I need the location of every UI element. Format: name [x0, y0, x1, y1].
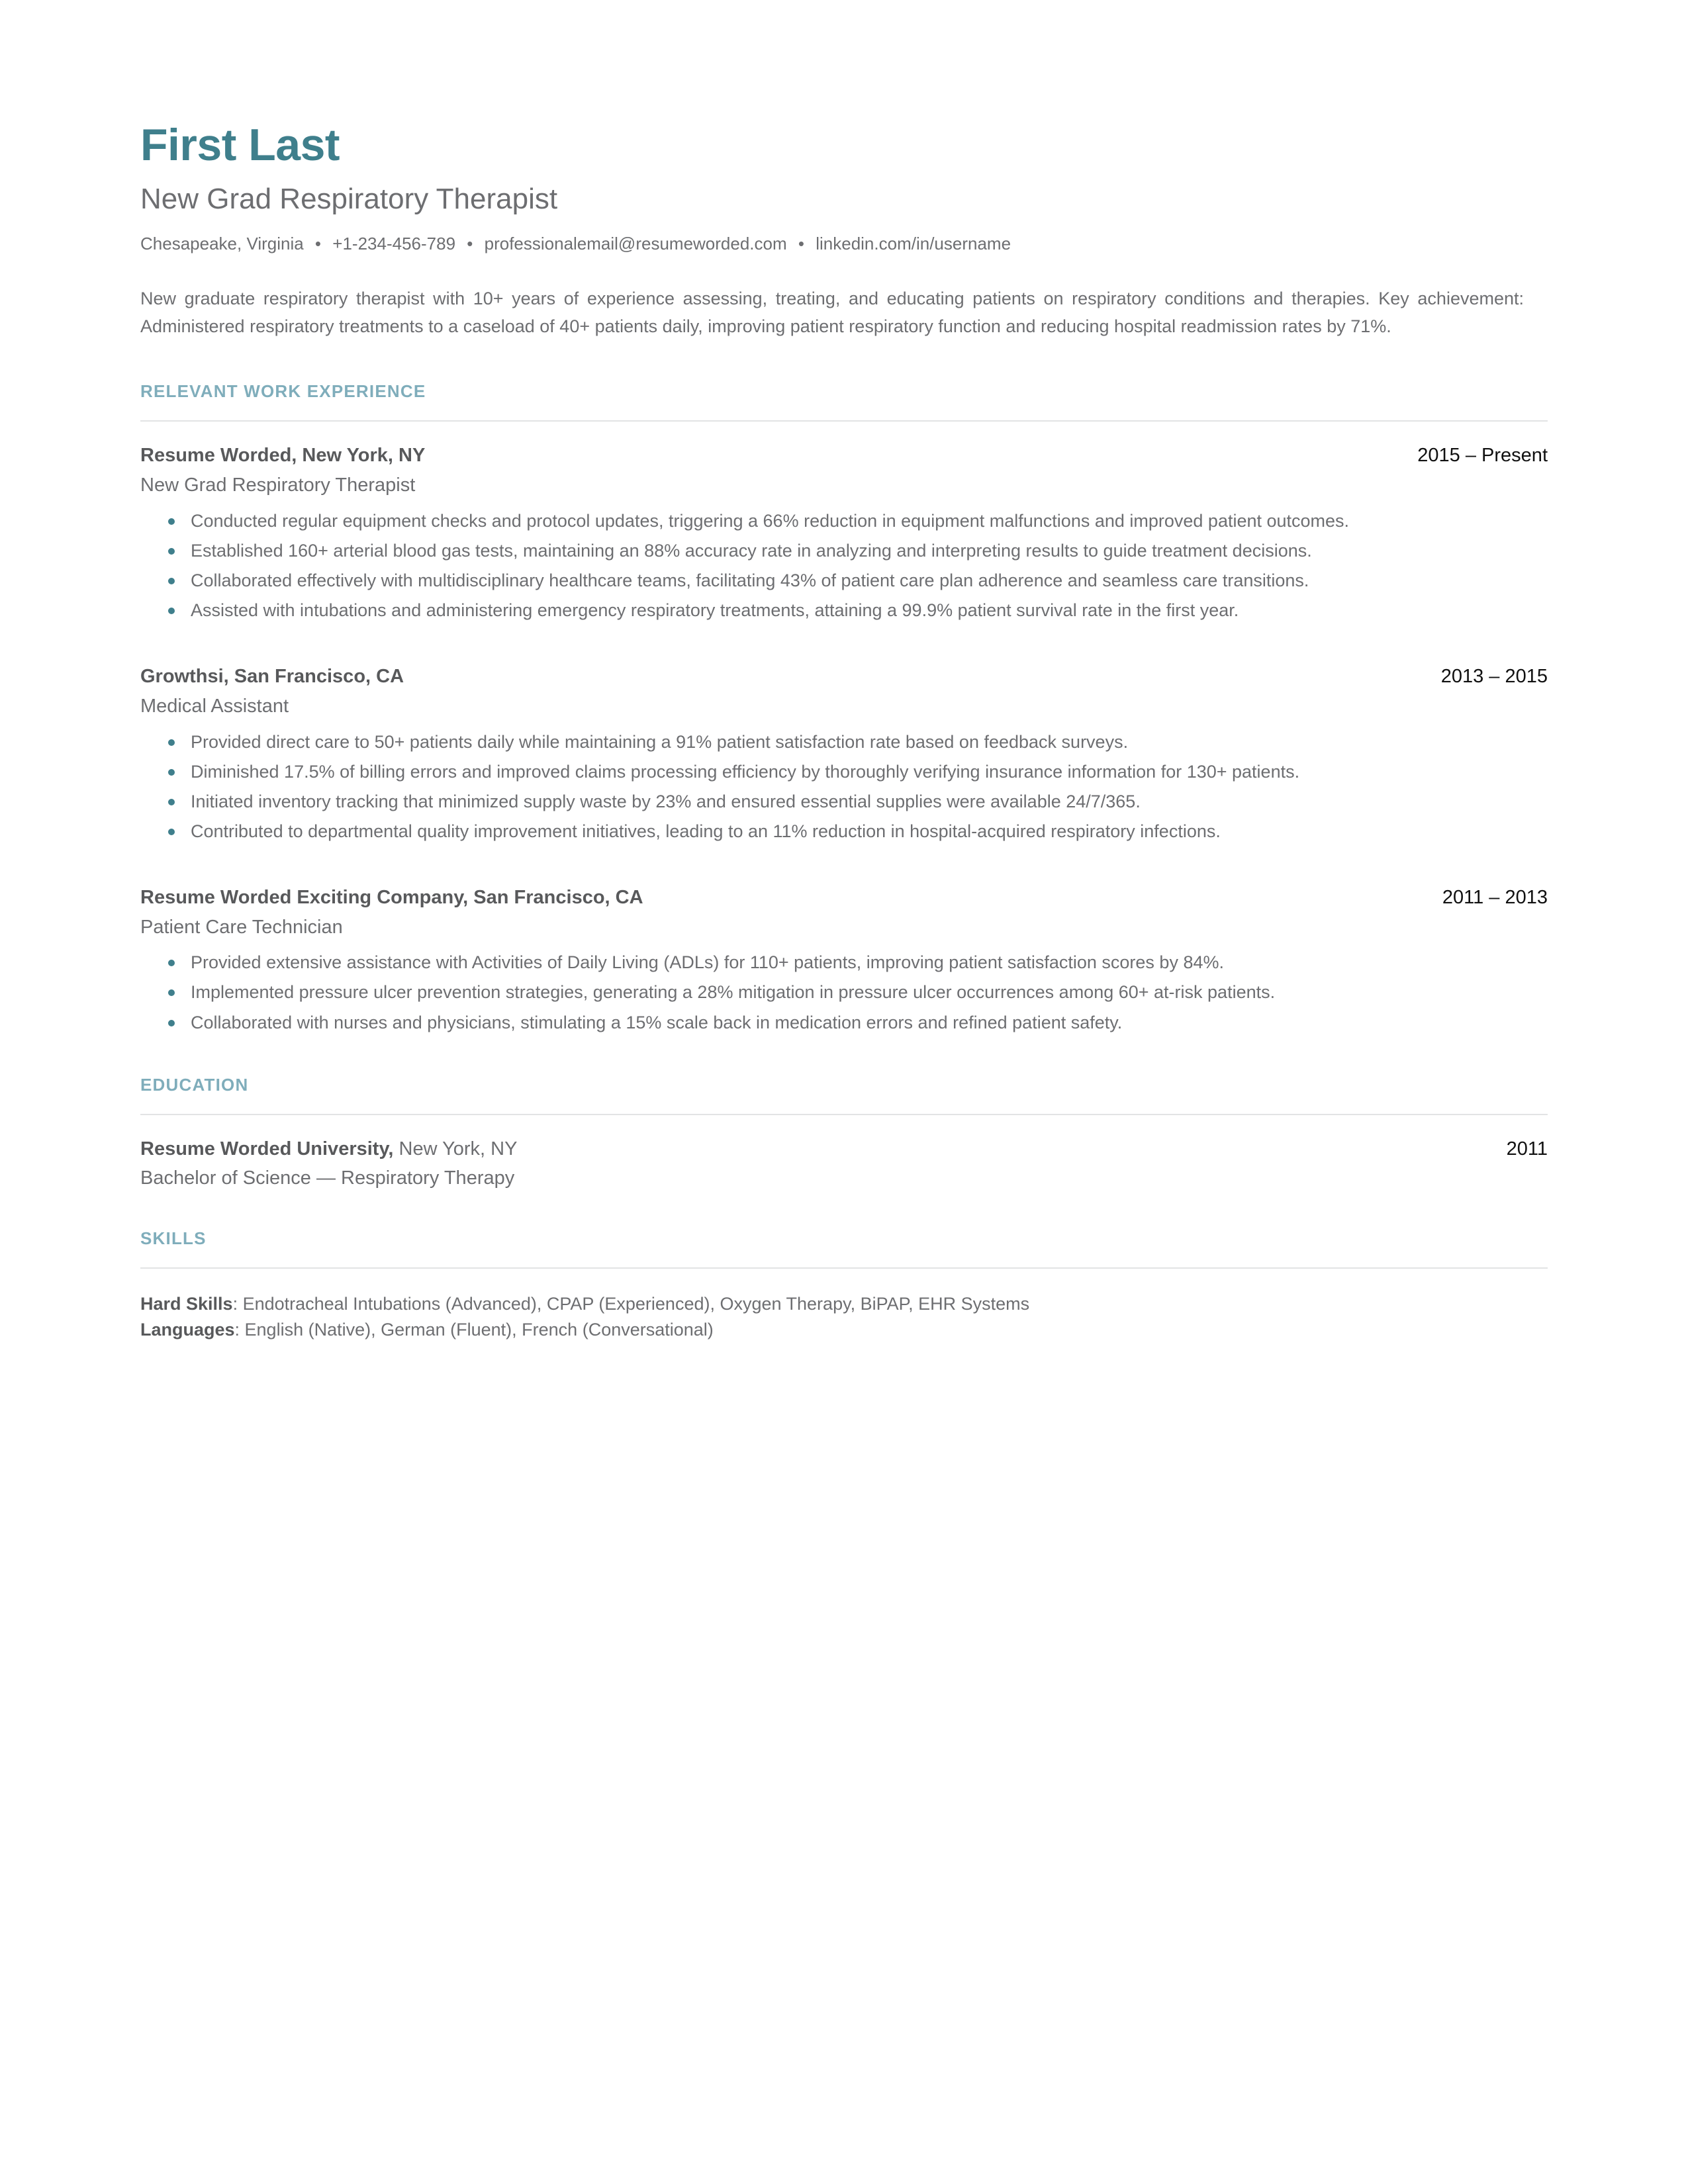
bullet-dot-icon	[168, 548, 175, 555]
experience-bullet	[140, 1009, 1521, 1036]
experience-bullet-list	[140, 729, 1548, 845]
experience-bullet	[140, 508, 1521, 535]
experience-entry	[140, 665, 1548, 845]
bullet-dot-icon	[168, 739, 175, 746]
section-divider	[140, 420, 1548, 422]
experience-bullet	[140, 537, 1521, 565]
bullet-dot-icon	[168, 960, 175, 966]
experience-role: New Grad Respiratory Therapist	[140, 475, 416, 496]
experience-bullet	[140, 818, 1521, 845]
experience-bullet	[140, 758, 1521, 786]
section-heading-skills: SKILLS	[140, 1228, 207, 1249]
candidate-name: First Last	[140, 120, 340, 170]
bullet-dot-icon	[168, 799, 175, 805]
bullet-text: Contributed to departmental quality improvement initiatives, leading to an 11% reduction in hospital-acquired respiratory infections.	[191, 821, 1221, 841]
bullet-dot-icon	[168, 769, 175, 776]
experience-dates: 2015 – Present	[1417, 445, 1548, 467]
education-section	[140, 1075, 1548, 1191]
bullet-dot-icon	[168, 608, 175, 614]
contact-phone[interactable]: +1-234-456-789	[332, 234, 456, 253]
experience-bullet	[140, 597, 1521, 624]
professional-summary: New graduate respiratory therapist with 10+ years of experience assessing, treating, and educating patients on respiratory conditions and therapies. Key achievement: Administered respiratory treatments to a caseload of 40+ patients daily, improving patient respiratory function and reducing hospital readmission rates by 71%.	[140, 289, 1524, 337]
experience-role: Patient Care Technician	[140, 916, 343, 938]
contact-separator-icon: •	[467, 234, 473, 253]
experience-entry-header	[140, 886, 1548, 909]
education-year: 2011	[1506, 1138, 1548, 1160]
bullet-dot-icon	[168, 829, 175, 835]
skills-hard-skills-value: : Endotracheal Intubations (Advanced), CPAP (Experienced), Oxygen Therapy, BiPAP, EHR Systems	[232, 1294, 1030, 1314]
bullet-text: Established 160+ arterial blood gas tests, maintaining an 88% accuracy rate in analyzing and interpreting results to guide treatment decisions.	[191, 541, 1312, 561]
experience-section	[140, 381, 1548, 1036]
bullet-text: Collaborated with nurses and physicians, stimulating a 15% scale back in medication errors and refined patient safety.	[191, 1012, 1123, 1032]
contact-line	[140, 234, 1548, 254]
bullet-text: Collaborated effectively with multidisciplinary healthcare teams, facilitating 43% of patient care plan adherence and seamless care transitions.	[191, 570, 1309, 591]
education-school-name: Resume Worded University,	[140, 1138, 394, 1160]
experience-entry	[140, 444, 1548, 624]
experience-entry-header	[140, 665, 1548, 688]
experience-bullet-list	[140, 508, 1548, 624]
resume-header	[140, 122, 1548, 340]
experience-bullet	[140, 729, 1521, 756]
experience-bullet	[140, 567, 1521, 594]
section-heading-education: EDUCATION	[140, 1074, 249, 1095]
bullet-text: Assisted with intubations and administering emergency respiratory treatments, attaining a 99.9% patient survival rate in the first year.	[191, 600, 1239, 621]
skills-hard-skills-label: Hard Skills	[140, 1294, 233, 1314]
skills-languages-line	[140, 1317, 1548, 1343]
contact-email[interactable]: professionalemail@resumeworded.com	[484, 234, 787, 253]
experience-dates: 2011 – 2013	[1442, 886, 1548, 908]
bullet-dot-icon	[168, 989, 175, 996]
experience-entry	[140, 886, 1548, 1036]
bullet-text: Implemented pressure ulcer prevention strategies, generating a 28% mitigation in pressure ulcer occurrences among 60+ at-risk patients.	[191, 982, 1276, 1003]
bullet-text: Initiated inventory tracking that minimized supply waste by 23% and ensured essential supplies were available 24/7/365.	[191, 791, 1141, 811]
bullet-dot-icon	[168, 578, 175, 584]
skills-section	[140, 1228, 1548, 1343]
education-degree: Bachelor of Science — Respiratory Therapy	[140, 1167, 515, 1189]
contact-separator-icon: •	[314, 234, 322, 253]
bullet-text: Provided extensive assistance with Activities of Daily Living (ADLs) for 110+ patients, improving patient satisfaction scores by 84%.	[191, 952, 1224, 973]
education-school	[140, 1138, 517, 1161]
bullet-dot-icon	[168, 1020, 175, 1026]
experience-role: Medical Assistant	[140, 695, 289, 717]
experience-company: Resume Worded, New York, NY	[140, 445, 426, 467]
candidate-headline: New Grad Respiratory Therapist	[140, 183, 558, 215]
experience-bullet-list	[140, 949, 1548, 1036]
contact-location: Chesapeake, Virginia	[140, 234, 304, 253]
section-heading-experience: RELEVANT WORK EXPERIENCE	[140, 381, 426, 402]
skills-languages-value: : English (Native), German (Fluent), French (Conversational)	[234, 1320, 714, 1340]
education-entry-header	[140, 1138, 1548, 1161]
experience-bullet	[140, 979, 1521, 1006]
experience-bullet	[140, 949, 1521, 976]
section-divider	[140, 1114, 1548, 1115]
experience-dates: 2013 – 2015	[1440, 666, 1548, 688]
contact-linkedin[interactable]: linkedin.com/in/username	[816, 234, 1011, 253]
section-divider	[140, 1267, 1548, 1269]
bullet-text: Provided direct care to 50+ patients daily while maintaining a 91% patient satisfaction rate based on feedback surveys.	[191, 731, 1129, 752]
bullet-text: Diminished 17.5% of billing errors and improved claims processing efficiency by thoroughly verifying insurance information for 130+ patients.	[191, 761, 1300, 782]
skills-hard-skills-line	[140, 1291, 1548, 1317]
education-school-location: New York, NY	[393, 1138, 518, 1160]
experience-entry-header	[140, 444, 1548, 467]
experience-company: Resume Worded Exciting Company, San Francisco, CA	[140, 886, 643, 908]
experience-bullet	[140, 788, 1521, 815]
contact-separator-icon: •	[798, 234, 804, 253]
skills-languages-label: Languages	[140, 1320, 235, 1340]
bullet-dot-icon	[168, 518, 175, 525]
bullet-text: Conducted regular equipment checks and protocol updates, triggering a 66% reduction in equipment malfunctions and improved patient outcomes.	[191, 511, 1350, 531]
experience-company: Growthsi, San Francisco, CA	[140, 666, 404, 688]
